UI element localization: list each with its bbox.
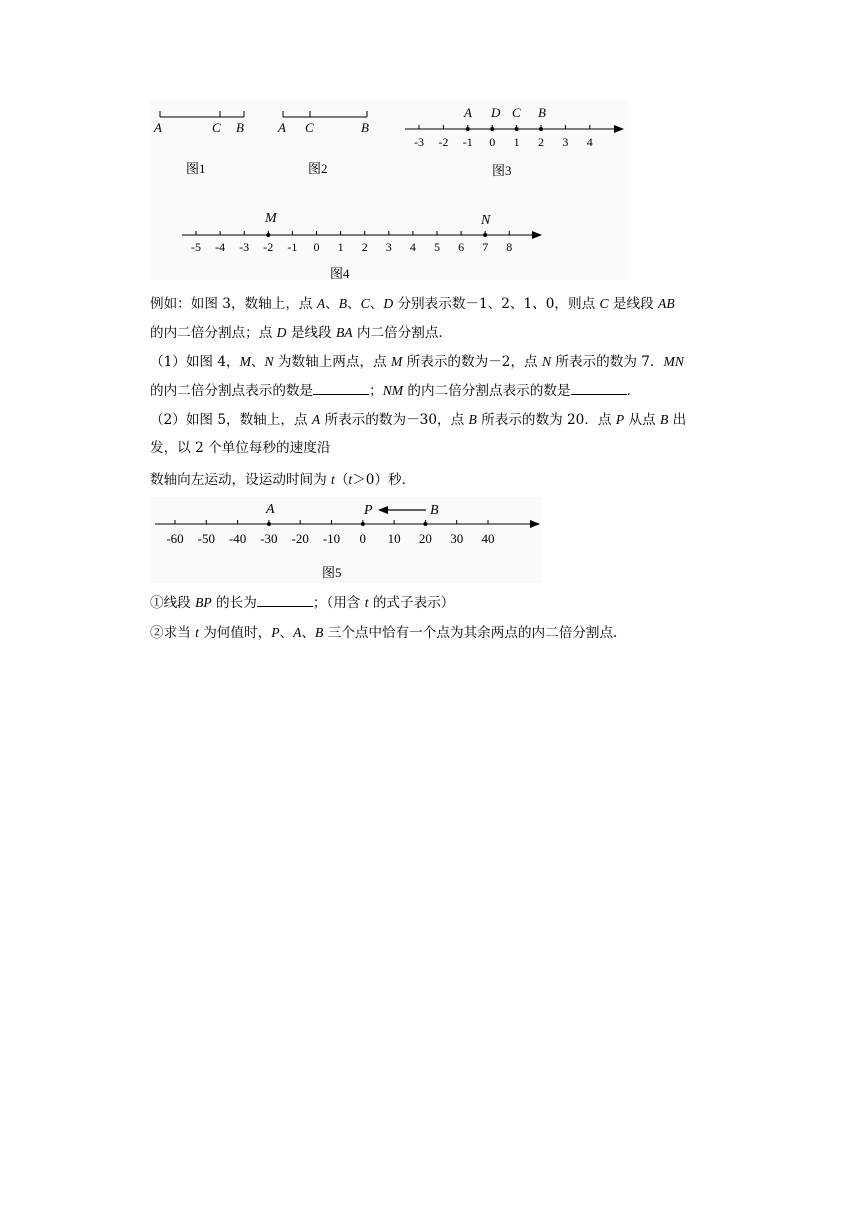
fig2-point-b: B <box>361 120 369 135</box>
fig4-tick-label: 2 <box>361 240 368 254</box>
example-line-2 <box>150 318 740 348</box>
figure-1 <box>153 111 244 176</box>
text-run: 例如：如图 3，数轴上，点 <box>150 296 317 312</box>
figure-2 <box>277 111 369 176</box>
fig5-point-a: A <box>266 502 275 517</box>
text-run: 分别表示数－1、2、1、0，则点 <box>393 296 600 312</box>
text-run: ①线段 <box>150 595 196 611</box>
text-run: 的内二倍分割点；点 <box>150 325 277 341</box>
segment-label: BP <box>195 595 212 610</box>
fig3-point-dot <box>539 127 543 131</box>
fig3-tick-label: -1 <box>462 135 473 149</box>
text-run: 的式子表示） <box>368 595 455 611</box>
fig5-tick-label: -60 <box>166 531 184 546</box>
text-run: 出 <box>668 412 687 428</box>
fig5-tick-label: 40 <box>481 531 495 546</box>
text-run: （2）如图 5，数轴上，点 <box>150 412 312 428</box>
text-run: 、 <box>279 625 294 641</box>
fig4-tick-label: 6 <box>458 240 465 254</box>
text-run: 、 <box>250 354 265 370</box>
fig4-point-dot <box>266 233 270 237</box>
segment-label: AB <box>658 296 675 311</box>
text-run: ； <box>369 383 383 399</box>
fig4-tick-label: 4 <box>409 240 416 254</box>
fig4-tick-label: -1 <box>287 240 298 254</box>
point-label: D <box>276 325 287 340</box>
point-label: B <box>659 412 669 427</box>
fig3-point-dot <box>490 127 494 131</box>
fig5-tick-label: -50 <box>197 531 215 546</box>
example-line-1 <box>150 289 740 319</box>
segment-label: NM <box>382 383 404 398</box>
fig5-point-dot <box>361 522 365 526</box>
fig3-tick-label: -2 <box>438 135 449 149</box>
fig3-tick-label: 1 <box>513 135 520 149</box>
text-run: ＞0）秒． <box>352 472 416 488</box>
text-run: 、 <box>325 296 339 312</box>
question-2-line-3 <box>150 465 740 495</box>
variable-label: t <box>195 625 199 640</box>
fig4-point-dot <box>483 233 487 237</box>
point-label: P <box>615 412 625 427</box>
point-label: M <box>239 354 251 369</box>
text-run: 是线段 <box>286 325 336 341</box>
point-label: B <box>468 412 477 427</box>
fig4-caption: 图4 <box>330 266 350 280</box>
fig4-tick-label: -2 <box>263 240 274 254</box>
motion-arrow-head <box>378 506 388 514</box>
fig3-tick-label: 0 <box>489 135 496 149</box>
answer-blank-1[interactable] <box>313 380 369 395</box>
text-run: 所表示的数为 20．点 <box>476 412 616 428</box>
fig5-tick-label: -10 <box>322 531 341 546</box>
fig4-tick-label: -4 <box>215 240 226 254</box>
fig3-tick-label: -3 <box>414 135 424 149</box>
figure-panel-top <box>150 100 628 280</box>
fig3-point-dot <box>515 127 519 131</box>
text-run: 为数轴上两点，点 <box>273 354 391 370</box>
figure-4-number-line <box>182 211 542 280</box>
answer-blank-2[interactable] <box>571 380 627 395</box>
text-run: 所表示的数为 7． <box>551 354 664 370</box>
text-run: 所表示的数为－2，点 <box>402 354 542 370</box>
fig5-caption: 图5 <box>322 565 342 580</box>
point-label: P <box>271 625 280 640</box>
fig4-tick-label: 8 <box>506 240 513 254</box>
fig3-caption: 图3 <box>492 163 512 178</box>
figure-5-panel <box>150 497 542 583</box>
text-run: 、 <box>347 296 361 312</box>
text-run: ②求当 <box>150 625 196 641</box>
fig4-tick-label: 1 <box>337 240 344 254</box>
fig2-caption: 图2 <box>308 161 328 176</box>
text-run: ；（用含 <box>312 595 365 611</box>
fig4-tick-label: 3 <box>385 240 392 254</box>
question-1-line-1 <box>150 347 740 377</box>
variable-label: t <box>348 472 353 487</box>
text-run: （ <box>334 472 349 488</box>
sub-question-1 <box>150 588 740 618</box>
figure-3-number-line <box>405 105 624 178</box>
point-label: A <box>316 296 326 311</box>
point-label: B <box>315 625 324 640</box>
point-label: C <box>599 296 609 311</box>
fig3-point-dot <box>466 127 470 131</box>
variable-label: t <box>364 595 369 610</box>
text-run: （1）如图 4， <box>150 354 240 370</box>
point-label: C <box>360 296 370 311</box>
text-run: 的内二倍分割点表示的数是 <box>403 383 571 399</box>
fig5-point-p: P <box>364 503 373 518</box>
figure-5-number-line <box>150 497 542 583</box>
fig1-point-b: B <box>236 120 244 135</box>
sub-question-2 <box>150 618 740 648</box>
text-run: 为何值时， <box>198 625 272 641</box>
fig5-tick-label: -40 <box>228 531 247 546</box>
point-label: M <box>391 354 403 369</box>
fig3-tick-label: 3 <box>562 135 569 149</box>
fig1-point-a: A <box>154 120 162 135</box>
point-label: A <box>311 412 321 427</box>
text-run: 是线段 <box>608 296 659 312</box>
text-run: 从点 <box>624 412 660 428</box>
fig5-tick-label: 10 <box>387 531 401 546</box>
variable-label: t <box>331 472 335 487</box>
point-label: A <box>293 625 302 640</box>
text-run: 的内二倍分割点表示的数是 <box>150 383 314 399</box>
fig1-caption: 图1 <box>186 161 206 176</box>
segment-label: BA <box>335 325 353 340</box>
text-run: 、 <box>301 625 315 641</box>
fig5-tick-label: -20 <box>291 531 309 546</box>
text-run: 三个点中恰有一个点为其余两点的内二倍分割点． <box>323 625 627 641</box>
question-2-line-1 <box>150 405 740 435</box>
fig4-tick-label: 0 <box>313 240 320 254</box>
fig5-tick-label: 30 <box>450 531 464 546</box>
point-label: B <box>338 296 348 311</box>
fig3-tick-label: 4 <box>586 135 593 149</box>
fig3-tick-label: 2 <box>538 135 544 149</box>
answer-blank-3[interactable] <box>257 592 313 607</box>
fig5-tick-label: 20 <box>418 531 432 546</box>
fig4-tick-label: -5 <box>191 240 201 254</box>
point-label: N <box>264 354 274 369</box>
figures-1-to-4 <box>150 100 628 280</box>
fig4-tick-label: 5 <box>434 240 440 254</box>
fig5-tick-label: 0 <box>359 531 367 546</box>
fig3-point-b: B <box>538 105 546 120</box>
text-run: 内二倍分割点． <box>352 325 453 341</box>
text-run: 的长为 <box>211 595 257 611</box>
text-run: 所表示的数为－30，点 <box>320 412 469 428</box>
fig4-point-n: N <box>481 213 491 228</box>
fig4-tick-label: -3 <box>239 240 250 254</box>
fig2-point-c: C <box>305 120 314 135</box>
text-run: 、 <box>369 296 384 312</box>
point-label: N <box>541 354 552 369</box>
fig1-point-c: C <box>212 120 221 135</box>
fig4-point-m: M <box>265 211 277 226</box>
question-1-line-2 <box>150 376 740 406</box>
fig5-point-dot <box>423 522 427 526</box>
text-run: 数轴向左运动，设运动时间为 <box>150 472 332 488</box>
fig2-point-a: A <box>278 120 286 135</box>
text-run: ． <box>626 383 641 399</box>
fig3-point-d: D <box>491 105 501 120</box>
fig5-point-b: B <box>430 503 439 518</box>
fig3-point-c: C <box>512 105 521 120</box>
fig5-tick-label: -30 <box>260 531 278 546</box>
point-label: D <box>383 296 394 311</box>
fig5-point-dot <box>267 522 271 526</box>
fig4-tick-label: 7 <box>482 240 489 254</box>
fig3-point-a: A <box>464 105 472 120</box>
question-2-line-2: 发，以 2 个单位每秒的速度沿 <box>150 440 331 456</box>
segment-label: MN <box>663 354 684 369</box>
